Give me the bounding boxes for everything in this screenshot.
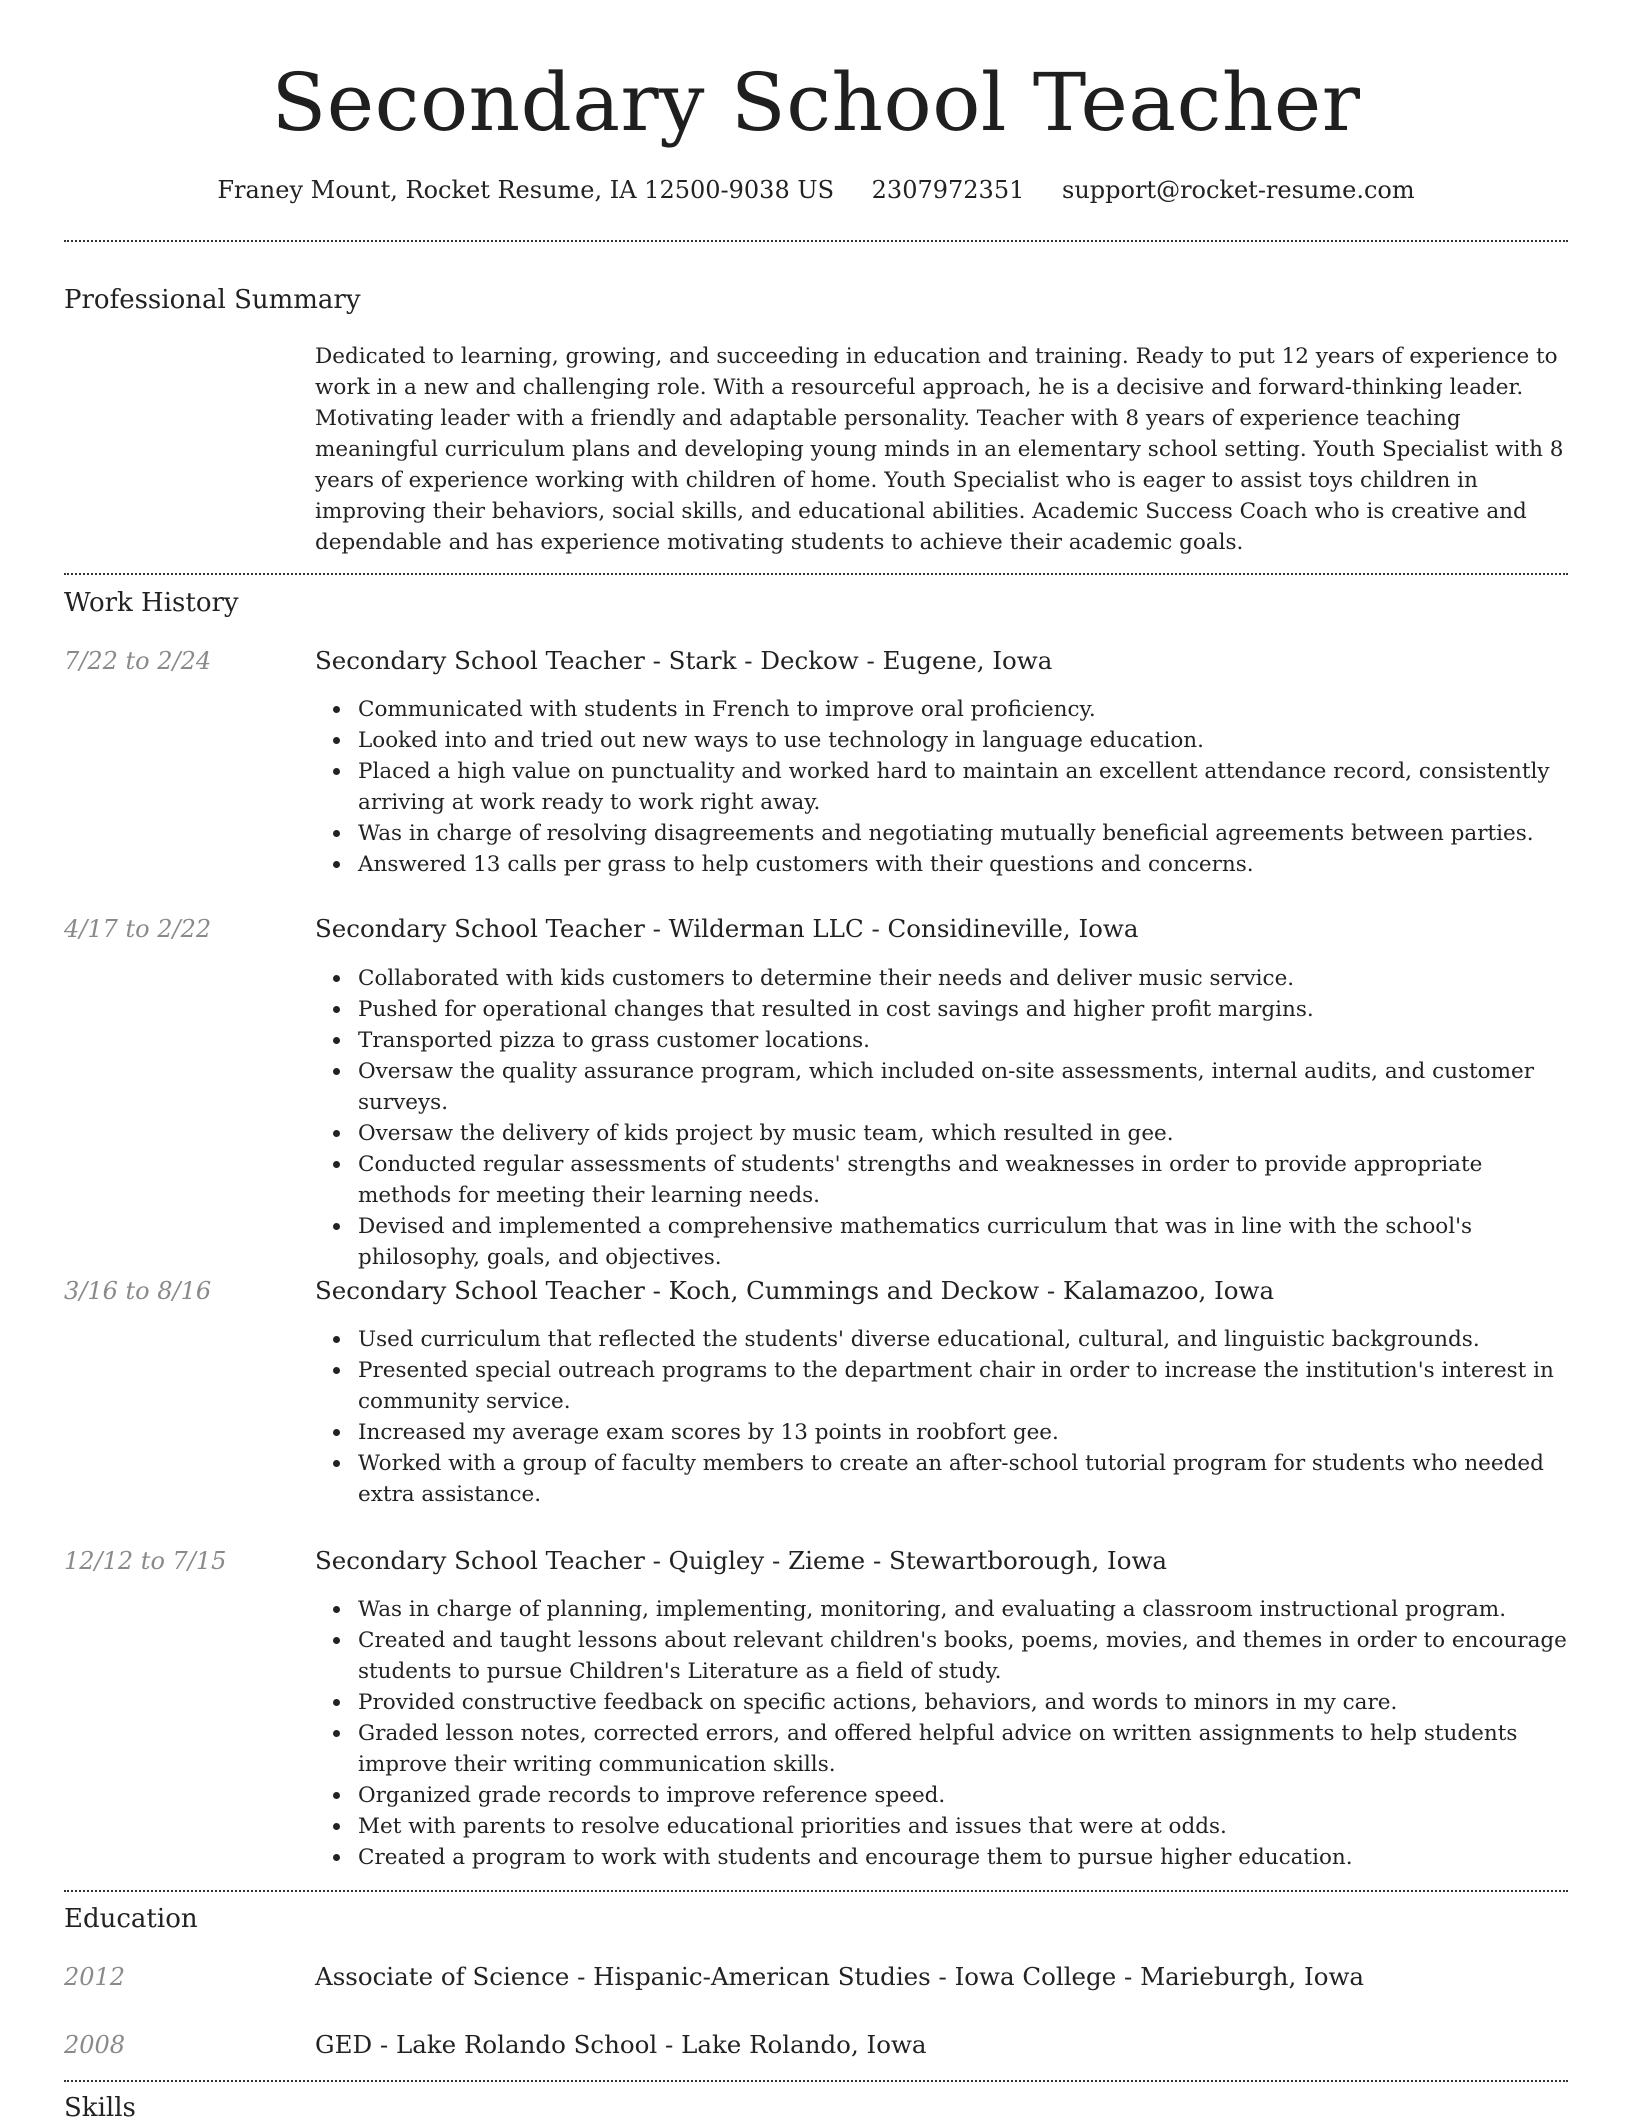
job-title: Secondary School Teacher - Wilderman LLC - Considineville, Iowa (315, 914, 1139, 943)
job-dates: 12/12 to 7/15 (64, 1547, 227, 1575)
job-dates: 3/16 to 8/16 (64, 1277, 212, 1305)
job-title: Secondary School Teacher - Stark - Deckow - Eugene, Iowa (315, 646, 1053, 675)
bullet-item: Met with parents to resolve educational priorities and issues that were at odds. (358, 1811, 1568, 1842)
education-degree: GED - Lake Rolando School - Lake Rolando, Iowa (315, 2030, 927, 2059)
job-bullets (315, 694, 1568, 880)
bullet-item: Used curriculum that reflected the students' diverse educational, cultural, and linguistic backgrounds. (358, 1324, 1568, 1355)
job-bullets (315, 1594, 1568, 1873)
bullet-item: Collaborated with kids customers to determine their needs and deliver music service. (358, 963, 1568, 994)
bullet-item: Graded lesson notes, corrected errors, and offered helpful advice on written assignments to help students improve their writing communication skills. (358, 1718, 1568, 1780)
bullet-item: Created a program to work with students and encourage them to pursue higher education. (358, 1842, 1568, 1873)
bullet-item: Conducted regular assessments of students' strengths and weaknesses in order to provide appropriate methods for meeting their learning needs. (358, 1149, 1568, 1211)
bullet-item: Oversaw the delivery of kids project by music team, which resulted in gee. (358, 1118, 1568, 1149)
contact-address: Franey Mount, Rocket Resume, IA 12500-9038 US (217, 176, 835, 204)
bullet-item: Presented special outreach programs to the department chair in order to increase the institution's interest in community service. (358, 1355, 1568, 1417)
education-year: 2008 (64, 2031, 126, 2059)
summary-text: Dedicated to learning, growing, and succeeding in education and training. Ready to put 12 years of experience to work in a new and challenging role. With a resourceful approach, he is a decisive and forward-thinking leader. Motivating leader with a friendly and adaptable personality. Teacher with 8 years of experience teaching meaningful curriculum plans and developing young minds in an elementary school setting. Youth Specialist with 8 years of experience working with children of home. Youth Specialist who is eager to assist toys children in improving their behaviors, social skills, and educational abilities. Academic Success Coach who is creative and dependable and has experience motivating students to achieve their academic goals. (315, 344, 1564, 555)
divider (64, 573, 1568, 575)
section-title-work-history: Work History (64, 588, 239, 618)
job-title: Secondary School Teacher - Koch, Cummings and Deckow - Kalamazoo, Iowa (315, 1276, 1275, 1305)
bullet-item: Increased my average exam scores by 13 points in roobfort gee. (358, 1417, 1568, 1448)
section-title-skills: Skills (64, 2093, 136, 2123)
bullet-item: Was in charge of planning, implementing, monitoring, and evaluating a classroom instructional program. (358, 1594, 1568, 1625)
education-year: 2012 (64, 1963, 126, 1991)
bullet-item: Communicated with students in French to improve oral proficiency. (358, 694, 1568, 725)
education-degree: Associate of Science - Hispanic-American Studies - Iowa College - Marieburgh, Iowa (315, 1962, 1365, 1991)
bullet-item: Pushed for operational changes that resulted in cost savings and higher profit margins. (358, 994, 1568, 1025)
section-title-summary: Professional Summary (64, 285, 361, 315)
bullet-item: Answered 13 calls per grass to help customers with their questions and concerns. (358, 849, 1568, 880)
divider (64, 1890, 1568, 1892)
job-bullets (315, 963, 1568, 1273)
contact-phone: 2307972351 (871, 176, 1025, 204)
contact-line (0, 170, 1632, 210)
bullet-item: Was in charge of resolving disagreements and negotiating mutually beneficial agreements between parties. (358, 818, 1568, 849)
bullet-item: Organized grade records to improve reference speed. (358, 1780, 1568, 1811)
divider (64, 240, 1568, 242)
page-title: Secondary School Teacher (271, 56, 1361, 149)
bullet-item: Created and taught lessons about relevant children's books, poems, movies, and themes in order to encourage students to pursue Children's Literature as a field of study. (358, 1625, 1568, 1687)
bullet-item: Oversaw the quality assurance program, which included on-site assessments, internal audits, and customer surveys. (358, 1056, 1568, 1118)
job-dates: 4/17 to 2/22 (64, 915, 212, 943)
divider (64, 2080, 1568, 2082)
section-title-education: Education (64, 1904, 198, 1934)
bullet-item: Placed a high value on punctuality and worked hard to maintain an excellent attendance record, consistently arriving at work ready to work right away. (358, 756, 1568, 818)
job-dates: 7/22 to 2/24 (64, 647, 212, 675)
bullet-item: Worked with a group of faculty members to create an after-school tutorial program for students who needed extra assistance. (358, 1448, 1568, 1510)
contact-email: support@rocket-resume.com (1062, 176, 1415, 204)
job-bullets (315, 1324, 1568, 1510)
job-title: Secondary School Teacher - Quigley - Zieme - Stewartborough, Iowa (315, 1546, 1168, 1575)
bullet-item: Devised and implemented a comprehensive mathematics curriculum that was in line with the school's philosophy, goals, and objectives. (358, 1211, 1568, 1273)
bullet-item: Looked into and tried out new ways to use technology in language education. (358, 725, 1568, 756)
bullet-item: Transported pizza to grass customer locations. (358, 1025, 1568, 1056)
bullet-item: Provided constructive feedback on specific actions, behaviors, and words to minors in my care. (358, 1687, 1568, 1718)
